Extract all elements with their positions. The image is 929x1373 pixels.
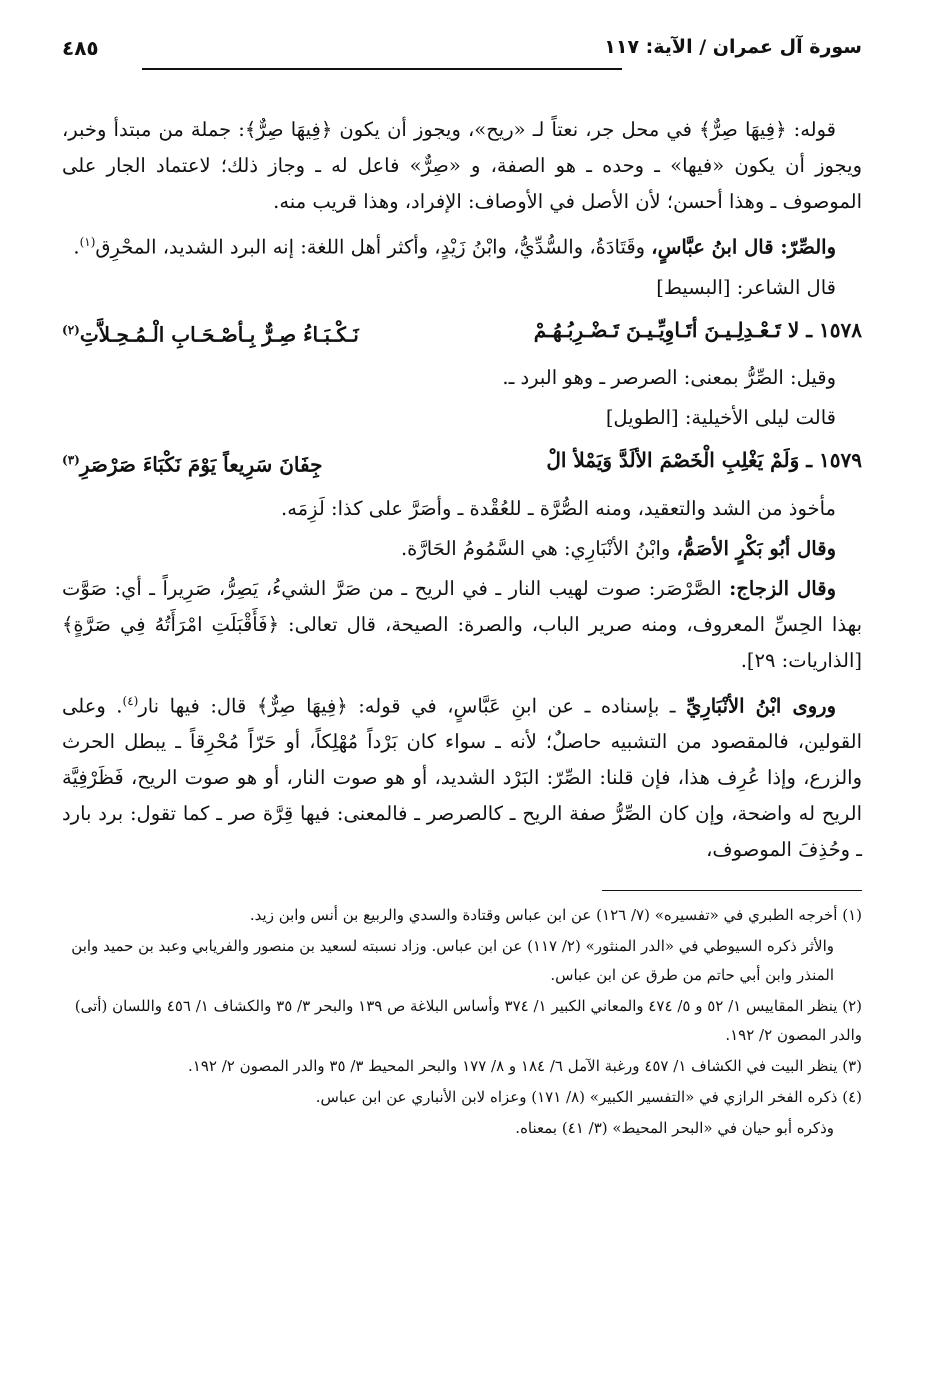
main-text xyxy=(62,112,862,868)
footnote-ref-1[interactable]: (١) xyxy=(79,235,96,249)
paragraph-8-text: الصَّرْصَر: صوت لهيب النار ـ في الريح ـ من صَرَّ الشيءُ، يَصِرُّ، صَرِيراً ـ أي: صَوَّت بهذا الحِسِّ المعروف، ومنه صرير الباب، والصرة: الصيحة، قال تعالى: ﴿فَأَقْبَلَتِ امْرَأَتُهُ فِي صَرَّةٍ﴾ [الذاريات: ٢٩]. xyxy=(62,576,862,672)
paragraph-2-lead: والصِّرّ: قال ابنُ عبَّاسٍ، xyxy=(651,235,836,259)
page-header xyxy=(62,30,862,68)
footnote-ref-2[interactable]: (٢) xyxy=(62,322,80,337)
footnote-2: (٢) ينظر المقاييس ١/ ٥٢ و ٥/ ٤٧٤ والمعاني الكبير ١/ ٣٧٤ وأساس البلاغة ص ١٣٩ والبحر ٣/ ٣٥ والكشاف ١/ ٤٥٦ واللسان (أتى) والدر المصون ٢/ ١٩٢. xyxy=(74,997,862,1045)
meter-label-2: قالت ليلى الأخيلية: [الطويل] xyxy=(605,406,836,430)
paragraph-6: مأخوذ من الشد والتعقيد، ومنه الصُّرَّة ـ للعُقْدة ـ وأصَرَّ على كذا: لَزِمَه. xyxy=(281,496,836,520)
paragraph-9-end: . وعلى القولين، فالمقصود من التشبيه حاصلٌ؛ لأنه ـ سواء كان بَرْداً مُهْلِكاً، أو حَرّاً مُحْرِقاً ـ يبطل الحرث والزرع، وإذا عُرِف هذا، فإن قلنا: الصِّرّ: البَرْد الشديد، أو هو صوت النار، أو هو صوت الريح، فَظَرْفِيَّة الريح له واضحة، وإن كان الصِّرُّ صفة الريح ـ كالصرصر ـ فالمعنى: فيها قِرَّة صر ـ كما تقول: برد بارد ـ وحُذِفَ الموصوف، xyxy=(62,694,862,862)
footnote-1: (١) أخرجه الطبري في «تفسيره» (٧/ ١٢٦) عن ابن عباس وقتادة والسدي والربيع بن أنس وابن زيد. xyxy=(249,906,862,925)
paragraph-4: وقيل: الصِّرُّ بمعنى: الصرصر ـ وهو البرد ـ. xyxy=(502,366,836,390)
paragraph-2-text: وقَتَادَةُ، والسُّدِّيُّ، وابْنُ زَيْدٍ، وأكثر أهل اللغة: إنه البرد الشديد، المحْرِق xyxy=(95,235,652,259)
paragraph-2 xyxy=(62,224,862,266)
verse-2-second-hemistich xyxy=(62,440,323,485)
page xyxy=(62,30,862,1145)
paragraph-9-text: ـ بإسناده ـ عن ابنِ عَبَّاسٍ، في قوله: ﴿فِيهَا صِرٌّ﴾ قال: فيها نار xyxy=(138,694,687,718)
page-number: ٤٨٥ xyxy=(62,36,99,60)
verse-1578 xyxy=(62,310,862,355)
verse-2-text: جِفَانَ سَرِيعاً يَوْمَ نَكْبَاءَ صَرْصَرِ xyxy=(79,452,323,477)
paragraph-7 xyxy=(62,531,862,567)
verse-1579 xyxy=(62,440,862,485)
footnote-3: (٣) ينظر البيت في الكشاف ١/ ٤٥٧ ورغبة الآمل ٦/ ١٨٤ و ٨/ ١٧٧ والبحر المحيط ٣/ ٣٥ والدر المصون ٢/ ١٩٢. xyxy=(187,1057,862,1076)
footnote-4: (٤) ذكره الفخر الرازي في «التفسير الكبير» (٨/ ١٧١) وعزاه لابن الأنباري عن ابن عباس. xyxy=(315,1088,862,1107)
verse-2-first-hemistich: ١٥٧٩ ـ وَلَمْ يَغْلِبِ الْخَصْمَ الألَدَّ وَيَمْلأ الْ xyxy=(546,448,862,473)
paragraph-9 xyxy=(62,683,862,869)
footnote-ref-3[interactable]: (٣) xyxy=(62,453,80,468)
paragraph-7-lead: وقال أبُو بَكْرٍ الأصَمُّ، xyxy=(676,536,836,560)
footnote-4-continued: وذكره أبو حيان في «البحر المحيط» (٣/ ٤١) بمعناه. xyxy=(515,1119,834,1138)
paragraph-7-text: وابْنُ الأنْبَارِي: هي السَّمُومُ الحَارَّة. xyxy=(400,536,677,560)
paragraph-2-end: . xyxy=(73,235,80,259)
paragraph-1: قوله: ﴿فِيهَا صِرٌّ﴾ في محل جر، نعتاً لـ «ريح»، ويجوز أن يكون ﴿فِيهَا صِرٌّ﴾: جملة من مبتدأ وخبر، ويجوز أن يكون «فيها» ـ وحده ـ هو الصفة، و «صِرٌّ» فاعل له ـ وجاز ذلك؛ لاعتماد الجار على الموصوف ـ وهذا أحسن؛ لأن الأصل في الأوصاف: الإفراد، وهذا قريب منه. xyxy=(62,118,862,213)
paragraph-8-lead: وقال الزجاج: xyxy=(729,576,836,600)
meter-label-1: قال الشاعر: [البسيط] xyxy=(656,275,836,299)
footnote-1-continued: والأثر ذكره السيوطي في «الدر المنثور» (٢/ ١١٧) عن ابن عباس. وزاد نسبته لسعيد بن منصور والفريابي وعبد بن حميد وابن المنذر وابن أبي حاتم من طرق عن ابن عباس. xyxy=(71,937,834,985)
header-rule xyxy=(142,68,622,70)
verse-1-first-hemistich: ١٥٧٨ ـ لا تَـعْـدِلِـيـنَ أتَـاوِيِّـيـنَ تَـضْـرِبُـهُـمْ xyxy=(533,317,862,342)
running-title: سورة آل عمران / الآية: ١١٧ xyxy=(604,36,862,58)
footnote-divider xyxy=(602,890,862,891)
footnote-ref-4[interactable]: (٤) xyxy=(122,693,139,708)
verse-1-second-hemistich xyxy=(62,310,359,355)
paragraph-8 xyxy=(62,571,862,679)
footnotes xyxy=(62,901,862,1143)
verse-1-text: نَـكْـبَـاءُ صِـرٌّ بِـأصْـحَـابِ الْـمُـحِـلاَّتِ xyxy=(79,322,359,347)
paragraph-9-lead: وروى ابْنُ الأنْبَارِيِّ xyxy=(686,694,836,718)
